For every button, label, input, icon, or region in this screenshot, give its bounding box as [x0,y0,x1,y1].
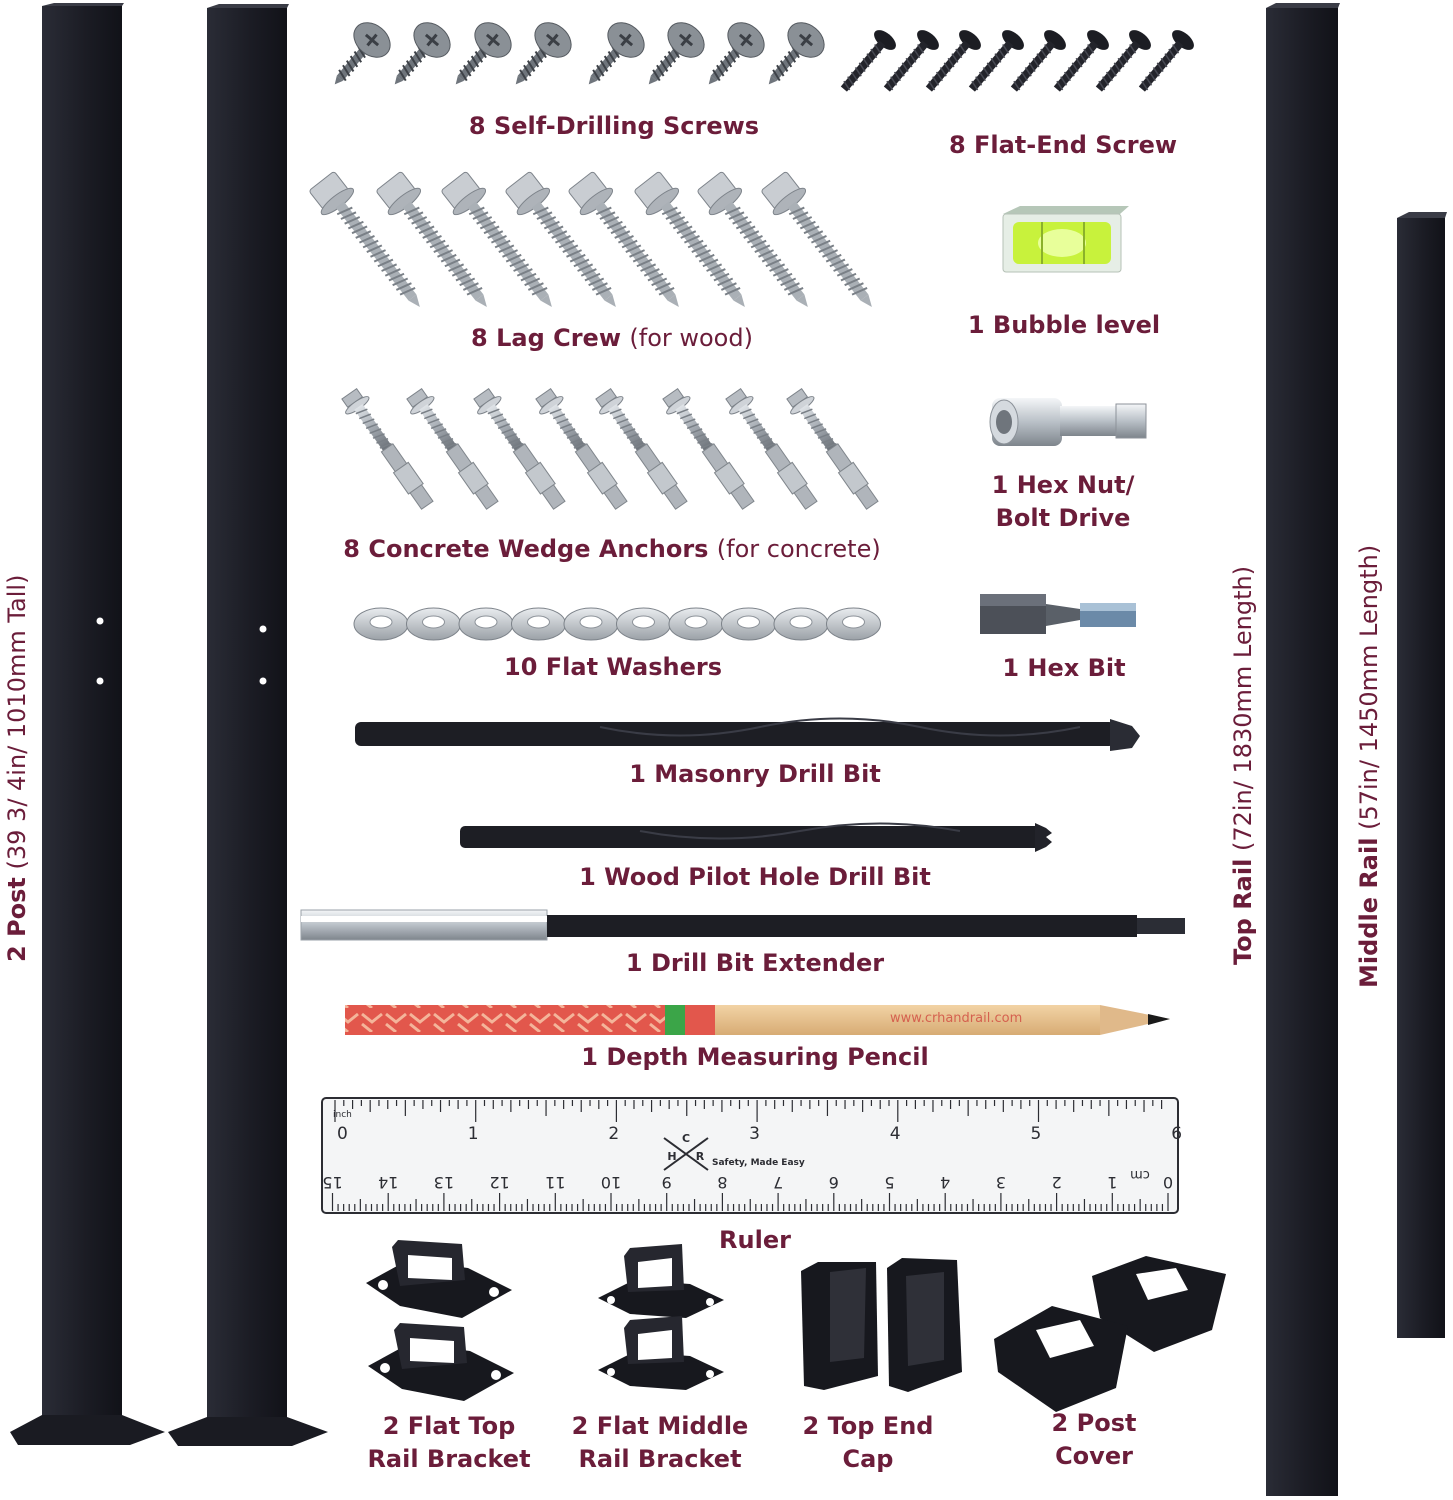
ruler-cm-unit: cm [1130,1167,1150,1182]
top-rail-label: Top Rail (72in/ 1830mm Length) [1229,565,1257,965]
hex-nut-driver-icon [990,398,1146,446]
ruler-tagline: Safety, Made Easy [712,1158,805,1168]
ruler-cm-mark: 7 [773,1173,784,1192]
flat-washers-label: 10 Flat Washers [504,653,722,681]
flat-end-screw-label: 8 Flat-End Screw [948,131,1178,159]
post-cover-label: 2 Post Cover [1051,1409,1137,1470]
flat-middle-bracket-icon [598,1244,724,1390]
ruler-inch-mark: 1 [467,1124,479,1144]
ruler-cm-mark: 5 [884,1173,895,1192]
wedge-anchor-icon [338,386,884,513]
middle-rail [1397,212,1447,1338]
hex-nut-driver-label: 1 Hex Nut/ Bolt Drive [991,471,1135,532]
ruler-inch-mark: 0 [337,1124,348,1144]
ruler-cm-mark: 3 [995,1173,1006,1192]
ruler-cm-mark: 1 [1107,1173,1118,1192]
wood-drill-bit-label: 1 Wood Pilot Hole Drill Bit [579,863,931,891]
post-left [10,3,165,1445]
ruler-cm-mark: 11 [545,1173,566,1192]
bubble-level-label: 1 Bubble level [967,311,1161,339]
hex-bit-icon [980,594,1136,634]
posts-label: 2 Post (39 3/ 4in/ 1010mm Tall) [3,574,31,962]
ruler-cm-mark: 13 [433,1173,455,1192]
pencil-url-text: www.crhandrail.com [890,1011,1023,1026]
ruler-inch-mark: 5 [1030,1124,1042,1144]
ruler-icon [322,1098,1182,1213]
self-drilling-screw-icon [319,16,831,98]
wedge-anchors-label: 8 Concrete Wedge Anchors (for concrete) [343,535,881,563]
flat-end-screw-icon [834,26,1198,97]
ruler-cm-mark: 12 [489,1173,510,1192]
flat-top-bracket-icon [366,1240,514,1401]
ruler-cm-mark: 0 [1162,1173,1174,1192]
ruler-cm-mark: 14 [378,1173,399,1192]
ruler-inch-mark: 3 [749,1124,760,1144]
svg-text:R: R [695,1150,705,1163]
ruler-cm-mark: 6 [828,1173,839,1192]
ruler-inch-unit: inch [333,1110,352,1120]
ruler-cm-mark: 8 [717,1173,728,1192]
drill-bit-extender-label: 1 Drill Bit Extender [625,949,885,977]
lag-screw-label: 8 Lag Crew (for wood) [471,324,753,352]
top-rail [1266,3,1340,1496]
pencil-label: 1 Depth Measuring Pencil [581,1043,929,1071]
ruler-label: Ruler [719,1226,791,1254]
ruler-inch-mark: 2 [608,1124,620,1144]
ruler-cm-mark: 4 [940,1173,951,1192]
svg-text:H: H [667,1150,677,1163]
top-end-cap-icon [801,1258,962,1392]
middle-rail-label: Middle Rail (57in/ 1450mm Length) [1355,544,1383,988]
ruler-cm-mark: 2 [1051,1173,1062,1192]
post-right [168,4,328,1446]
self-drilling-screws-label: 8 Self-Drilling Screws [468,112,760,140]
washer-icon [354,608,881,640]
pencil-icon [345,1005,1170,1035]
ruler-cm-mark: 15 [322,1173,343,1192]
flat-middle-bracket-label: 2 Flat Middle Rail Bracket [571,1412,749,1473]
top-end-cap-label: 2 Top End Cap [802,1412,934,1473]
lag-screw-icon [306,169,888,320]
ruler-inch-mark: 6 [1171,1124,1183,1144]
ruler-cm-mark: 10 [600,1173,622,1192]
ruler-cm-mark: 9 [661,1173,672,1192]
svg-text:C: C [681,1132,691,1145]
drill-bit-extender-icon [301,910,1185,940]
wood-drill-bit-icon [460,823,1052,852]
masonry-drill-bit-label: 1 Masonry Drill Bit [629,760,881,788]
hex-bit-label: 1 Hex Bit [1002,654,1126,682]
flat-top-bracket-label: 2 Flat Top Rail Bracket [367,1412,531,1473]
masonry-drill-bit-icon [355,719,1140,752]
bubble-level-icon [1003,206,1129,272]
ruler-inch-mark: 4 [889,1124,901,1144]
post-cover-icon [994,1256,1226,1412]
